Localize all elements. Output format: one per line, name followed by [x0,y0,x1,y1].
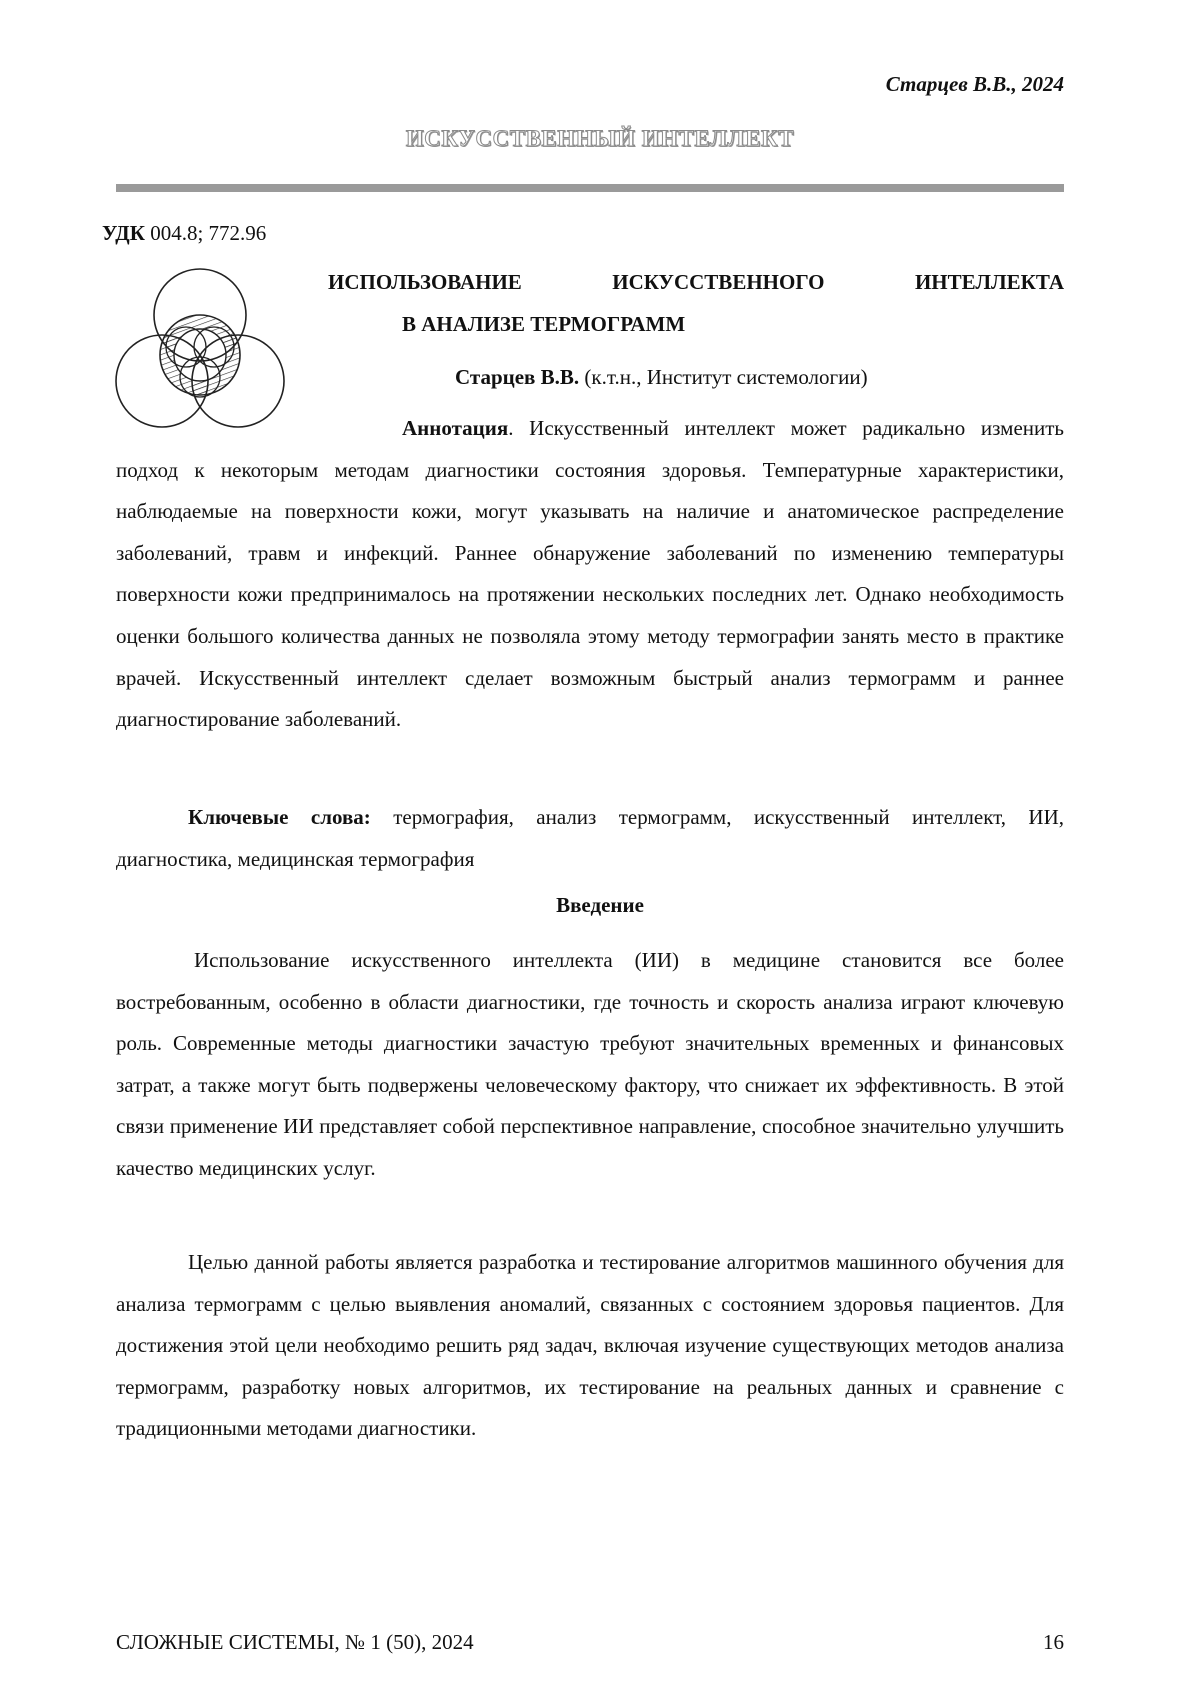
title-word: ИНТЕЛЛЕКТА [915,270,1064,295]
title-word: ИСПОЛЬЗОВАНИЕ [328,270,522,295]
intro-heading: Введение [0,893,1200,918]
author-name: Старцев В.В. [455,365,579,389]
keywords-text: термография, анализ термограмм, искусственный интеллект, ИИ, диагностика, медицинская термография [116,805,1064,871]
intro-paragraph-2: Целью данной работы является разработка и тестирование алгоритмов машинного обучения для анализа термограмм с целью выявления аномалий, связанных с состоянием здоровья пациентов. Для достижения этой цели необходимо решить ряд задач, включая изучение существующих методов анализа термограмм, разработку новых алгоритмов, их тестирование на реальных данных и сравнение с традиционными методами диагностики. [116,1242,1064,1450]
abstract-paragraph [116,408,1064,741]
banner-rule [116,184,1064,192]
abstract-label: Аннотация [402,416,508,440]
udk-label: УДК [102,221,145,245]
footer-journal: СЛОЖНЫЕ СИСТЕМЫ, № 1 (50), 2024 [116,1630,474,1655]
article-title-line-1 [328,270,1064,295]
article-title-line-2: В АНАЛИЗЕ ТЕРМОГРАММ [402,312,685,337]
footer-page-number: 16 [1043,1630,1064,1655]
udk-line [102,221,266,246]
intro-paragraph-1: Использование искусственного интеллекта (ИИ) в медицине становится все более востребованным, особенно в области диагностики, где точность и скорость анализа играют ключевую роль. Современные методы диагностики зачастую требуют значительных временных и финансовых затрат, а также могут быть подвержены человеческому фактору, что снижает их эффективность. В этой связи применение ИИ представляет собой перспективное направление, способное значительно улучшить качество медицинских услуг. [116,940,1064,1190]
title-word: ИСКУССТВЕННОГО [612,270,824,295]
author-line [455,365,868,390]
author-affiliation: (к.т.н., Институт системологии) [584,365,867,389]
section-banner: ИСКУССТВЕННЫЙ ИНТЕЛЛЕКТ [0,126,1200,152]
keywords-paragraph [116,797,1064,880]
udk-value: 004.8; 772.96 [150,221,266,245]
header-author-year: Старцев В.В., 2024 [886,72,1064,97]
abstract-text: . Искусственный интеллект может радикально изменить подход к некоторым методам диагностики состояния здоровья. Температурные характеристики, наблюдаемые на поверхности кожи, могут указывать на наличие и анатомическое распределение заболеваний, травм и инфекций. Раннее обнаружение заболеваний по изменению температуры поверхности кожи предпринималось на протяжении нескольких последних лет. Однако необходимость оценки большого количества данных не позволяла этому методу термографии занять место в практике врачей. Искусственный интеллект сделает возможным быстрый анализ термограмм и раннее диагностирование заболеваний. [116,416,1064,731]
keywords-label: Ключевые слова: [188,805,371,829]
